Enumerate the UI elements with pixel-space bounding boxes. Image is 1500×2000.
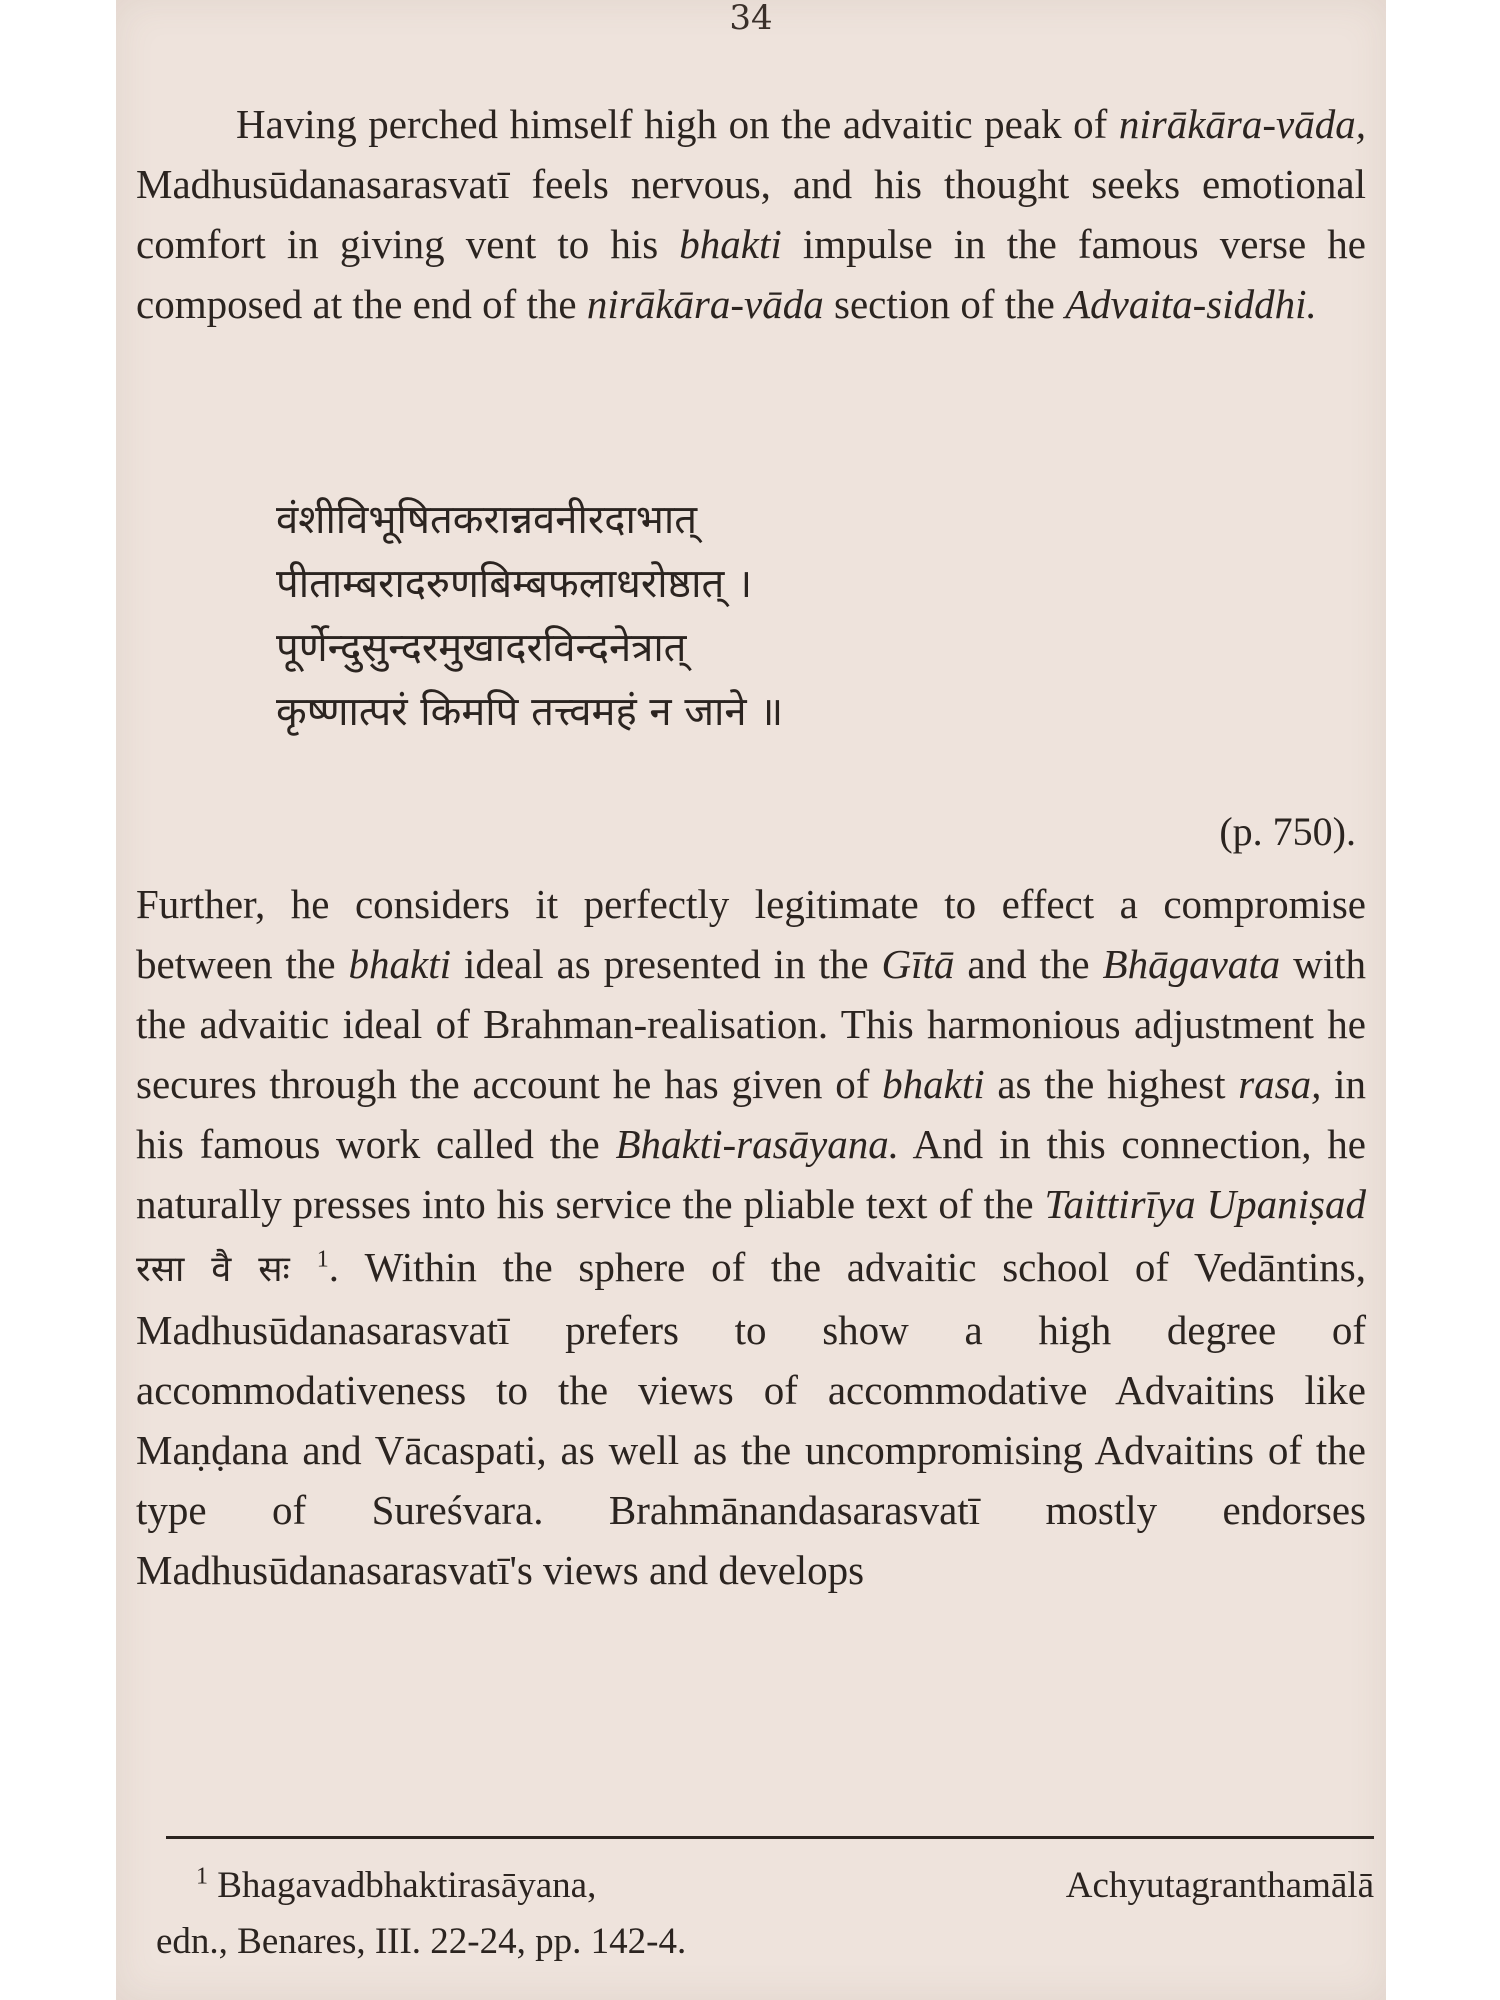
footnote-title: Bhagavadbhaktirasāyana,	[217, 1865, 597, 1906]
footnote-line-1	[156, 1858, 1374, 1914]
text-run: with the advaitic ideal of Brahman-realisation. This harmonious adjustment he secures through the account he has given of	[136, 941, 1366, 1107]
footnote-series: Achyutagranthamālā	[1065, 1865, 1374, 1906]
verse-line: वंशीविभूषितकरान्नवनीरदाभात्	[276, 497, 698, 543]
italic-term: bhakti	[679, 221, 782, 267]
italic-term: Advaita-siddhi.	[1065, 281, 1317, 327]
text-run: section of the	[823, 281, 1066, 327]
text-run: impulse in the famous verse he composed at the end of the	[136, 221, 1366, 327]
footnote-line-2: edn., Benares, III. 22-24, pp. 142-4.	[156, 1921, 687, 1962]
book-page	[116, 0, 1386, 2000]
sanskrit-verse	[276, 488, 783, 744]
italic-term: Gītā	[881, 941, 955, 987]
devanagari-quote: रसा वै सः	[136, 1249, 317, 1290]
verse-line: कृष्णात्परं किमपि तत्त्वमहं न जाने ॥	[276, 689, 784, 735]
footnote-reference: 1	[316, 1246, 329, 1273]
italic-term: rasa,	[1238, 1061, 1322, 1107]
text-run: as the highest	[984, 1061, 1239, 1107]
footnote-left	[196, 1858, 596, 1914]
text-run: . Within the sphere of the advaitic school of Vedāntins, Madhusūdanasarasvatī prefers to show a high degree of accommodativeness to the views of accommodative Advaitins like Maṇḍana and Vācaspati, as well as the uncompromising Advaitins of the type of Sureśvara. Brahmānandasarasvatī mostly endorses Madhusūdanasarasvatī's views and develops	[136, 1244, 1366, 1593]
text-run: Madhusūdanasarasvatī feels nervous, and his thought seeks emotional comfort in giving vent to his	[136, 161, 1366, 267]
text-run: and the	[954, 941, 1103, 987]
text-run: Having perched himself high on the advaitic peak of	[236, 101, 1119, 147]
italic-term: Bhakti-rasāyana.	[615, 1121, 899, 1167]
text-run: And in this connection, he naturally presses into his service the pliable text of the	[136, 1121, 1366, 1227]
footnote-marker: 1	[196, 1863, 208, 1890]
text-run: ideal as presented in the	[451, 941, 882, 987]
italic-term: nirākāra-vāda	[586, 281, 824, 327]
verse-line: पीताम्बरादरुणबिम्बफलाधरोष्ठात् ।	[276, 561, 753, 607]
verse-line: पूर्णेन्दुसुन्दरमुखादरविन्दनेत्रात्	[276, 625, 687, 671]
text-run: Further, he considers it perfectly legitimate to effect a compromise between the	[136, 881, 1366, 987]
italic-term: Bhāgavata	[1102, 941, 1281, 987]
footnote	[156, 1858, 1374, 1970]
italic-term: Taittirīya Upaniṣad	[1044, 1181, 1366, 1227]
paragraph-2	[136, 874, 1366, 1600]
footnote-divider	[166, 1836, 1374, 1839]
verse-citation: (p. 750).	[1219, 809, 1356, 854]
italic-term: bhakti	[348, 941, 452, 987]
page-number: 34	[729, 0, 773, 38]
paragraph-1	[136, 94, 1366, 334]
italic-term: nirākāra-vāda,	[1118, 101, 1366, 147]
italic-term: bhakti	[882, 1061, 985, 1107]
text-run: in his famous work called the	[136, 1061, 1366, 1167]
